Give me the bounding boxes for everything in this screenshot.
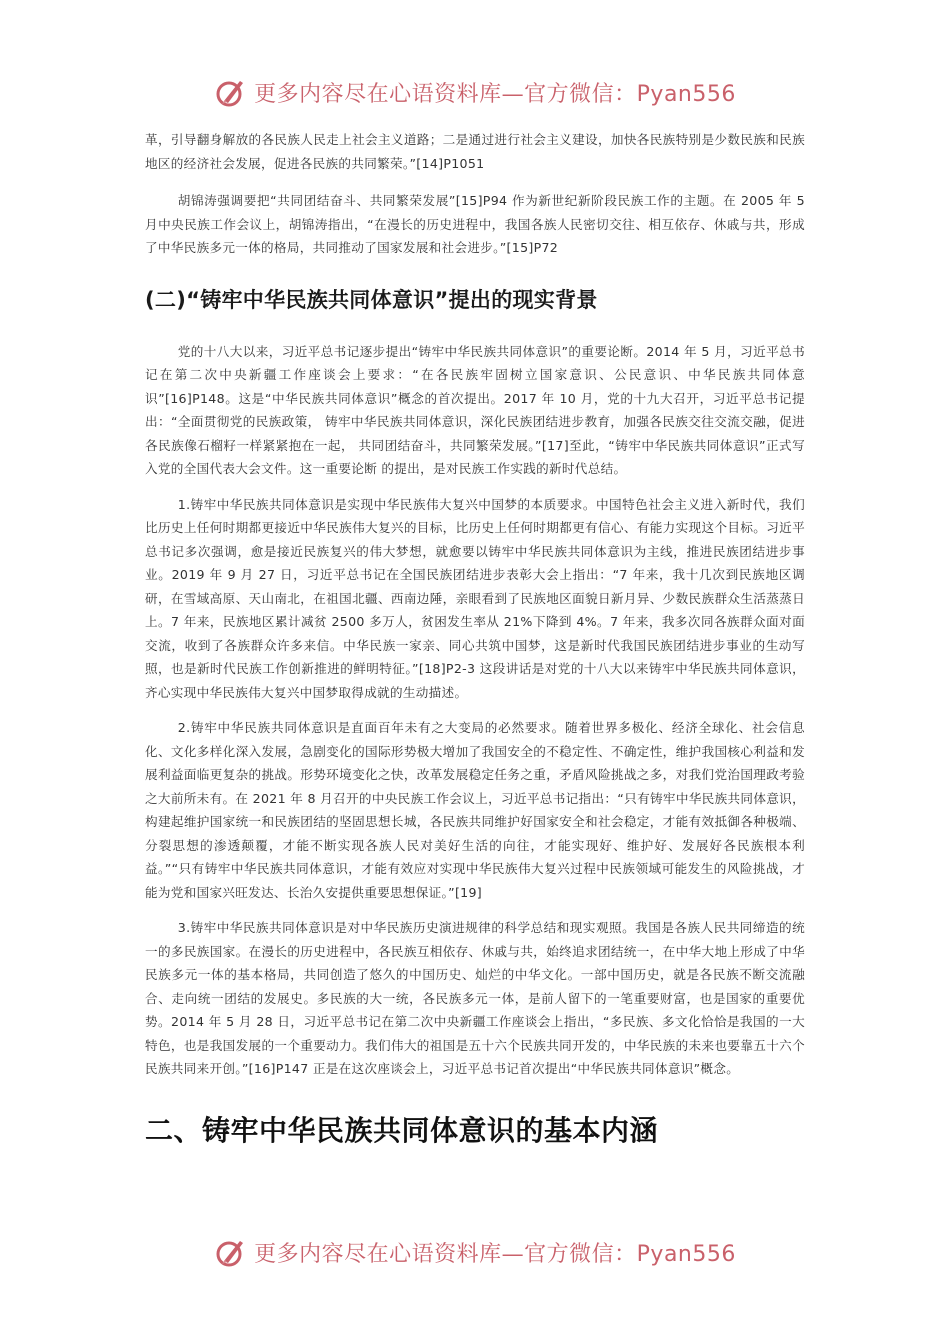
banner-handle: Pyan556 xyxy=(636,81,736,107)
banner-title: 更多内容尽在心语资料库—官方微信： xyxy=(254,81,637,107)
paragraph-continued: 革，引导翻身解放的各民族人民走上社会主义道路；二是通过进行社会主义建设，加快各民族特别是少数民族和民族地区的经济社会发展，促进各民族的共同繁荣。”[14]P1051 xyxy=(145,132,805,171)
banner-text xyxy=(254,77,736,108)
document-body xyxy=(145,128,805,1149)
paragraph-point-2: 2.铸牢中华民族共同体意识是直面百年未有之大变局的必然要求。随着世界多极化、经济全球化、社会信息化、文化多样化深入发展，急剧变化的国际形势极大增加了我国安全的不稳定性、不确定性，维护我国核心利益和发展利益面临更复杂的挑战。形势环境变化之快，改革发展稳定任务之重，矛盾风险挑战之多，对我们党治国理政考验之大前所未有。在 2021 年 8 月召开的中央民族工作会议上，习近平总书记指出：“只有铸牢中华民族共同体意识，构建起维护国家统一和民族团结的坚固思想长城，各民族共同维护好国家安全和社会稳定，才能有效抵御各种极端、分裂思想的渗透颠覆，才能不断实现各族人民对美好生活的向往，才能实现好、维护好、发展好各民族根本利益。”“只有铸牢中华民族共同体意识，才能有效应对实现中华民族伟大复兴过程中民族领域可能发生的风险挑战，才能为党和国家兴旺发达、长治久安提供重要思想保证。”[19] xyxy=(145,720,805,900)
footer-banner xyxy=(0,1232,950,1272)
brush-pen-logo-icon xyxy=(214,1235,248,1269)
banner-handle: Pyan556 xyxy=(636,1241,736,1267)
paragraph-point-3: 3.铸牢中华民族共同体意识是对中华民族历史演进规律的科学总结和现实观照。我国是各族人民共同缔造的统一的多民族国家。在漫长的历史进程中，各民族互相依存、休戚与共，始终追求团结统一，在中华大地上形成了中华民族多元一体的基本格局，共同创造了悠久的中国历史、灿烂的中华文化。一部中国历史，就是各民族不断交流融合、走向统一团结的发展史。多民族的大一统，各民族多元一体，是前人留下的一笔重要财富，也是国家的重要优势。2014 年 5 月 28 日，习近平总书记在第二次中央新疆工作座谈会上指出，“多民族、多文化恰恰是我国的一大特色，也是我国发展的一个重要动力。我们伟大的祖国是五十六个民族共同开发的，中华民族的未来也要靠五十六个民族共同来开创。”[16]P147 正是在这次座谈会上，习近平总书记首次提出“中华民族共同体意识”概念。 xyxy=(145,920,805,1076)
section-heading: (二)“铸牢中华民族共同体意识”提出的现实背景 xyxy=(145,287,598,312)
brush-pen-logo-icon xyxy=(214,75,248,109)
chapter-heading: 二、铸牢中华民族共同体意识的基本内涵 xyxy=(145,1113,659,1147)
paragraph-point-1: 1.铸牢中华民族共同体意识是实现中华民族伟大复兴中国梦的本质要求。中国特色社会主义进入新时代，我们比历史上任何时期都更接近中华民族伟大复兴的目标，比历史上任何时期都更有信心、有能力实现这个目标。习近平总书记多次强调，愈是接近民族复兴的伟大梦想，就愈要以铸牢中华民族共同体意识为主线，推进民族团结进步事业。2019 年 9 月 27 日，习近平总书记在全国民族团结进步表彰大会上指出：“7 年来，我十几次到民族地区调研，在雪域高原、天山南北，在祖国北疆、西南边陲，亲眼看到了民族地区面貌日新月异、少数民族群众生活蒸蒸日上。7 年来，民族地区累计减贫 2500 多万人，贫困发生率从 21%下降到 4%。7 年来，我多次同各族群众面对面交流，收到了各族群众许多来信。中华民族一家亲、同心共筑中国梦，这是新时代我国民族团结进步事业的生动写照，也是新时代民族工作创新推进的鲜明特征。”[18]P2-3 这段讲话是对党的十八大以来铸牢中华民族共同体意识，齐心实现中华民族伟大复兴中国梦取得成就的生动描述。 xyxy=(145,496,805,700)
header-banner xyxy=(0,72,950,112)
banner-inner xyxy=(214,1235,736,1269)
paragraph-hu-jintao: 胡锦涛强调要把“共同团结奋斗、共同繁荣发展”[15]P94 作为新世纪新阶段民族工作的主题。在 2005 年 5 月中央民族工作会议上，胡锦涛指出，“在漫长的历史进程中，我国各族人民密切交往、相互依存、休戚与共，形成了中华民族多元一体的格局，共同推动了国家发展和社会进步。”[15]P72 xyxy=(145,193,805,255)
paragraph-background: 党的十八大以来，习近平总书记逐步提出“铸牢中华民族共同体意识”的重要论断。2014 年 5 月，习近平总书记在第二次中央新疆工作座谈会上要求：“在各民族牢固树立国家意识、公民意识、中华民族共同体意识”[16]P148。这是“中华民族共同体意识”概念的首次提出。2017 年 10 月，党的十九大召开，习近平总书记提出：“全面贯彻党的民族政策， 铸牢中华民族共同体意识，深化民族团结进步教育，加强各民族交往交流交融，促进各民族像石榴籽一样紧紧抱在一起， 共同团结奋斗，共同繁荣发展。”[17]至此，“铸牢中华民族共同体意识”正式写入党的全国代表大会文件。这一重要论断 的提出，是对民族工作实践的新时代总结。 xyxy=(145,343,805,476)
banner-title: 更多内容尽在心语资料库—官方微信： xyxy=(254,1241,637,1267)
banner-inner xyxy=(214,75,736,109)
banner-text xyxy=(254,1237,736,1268)
